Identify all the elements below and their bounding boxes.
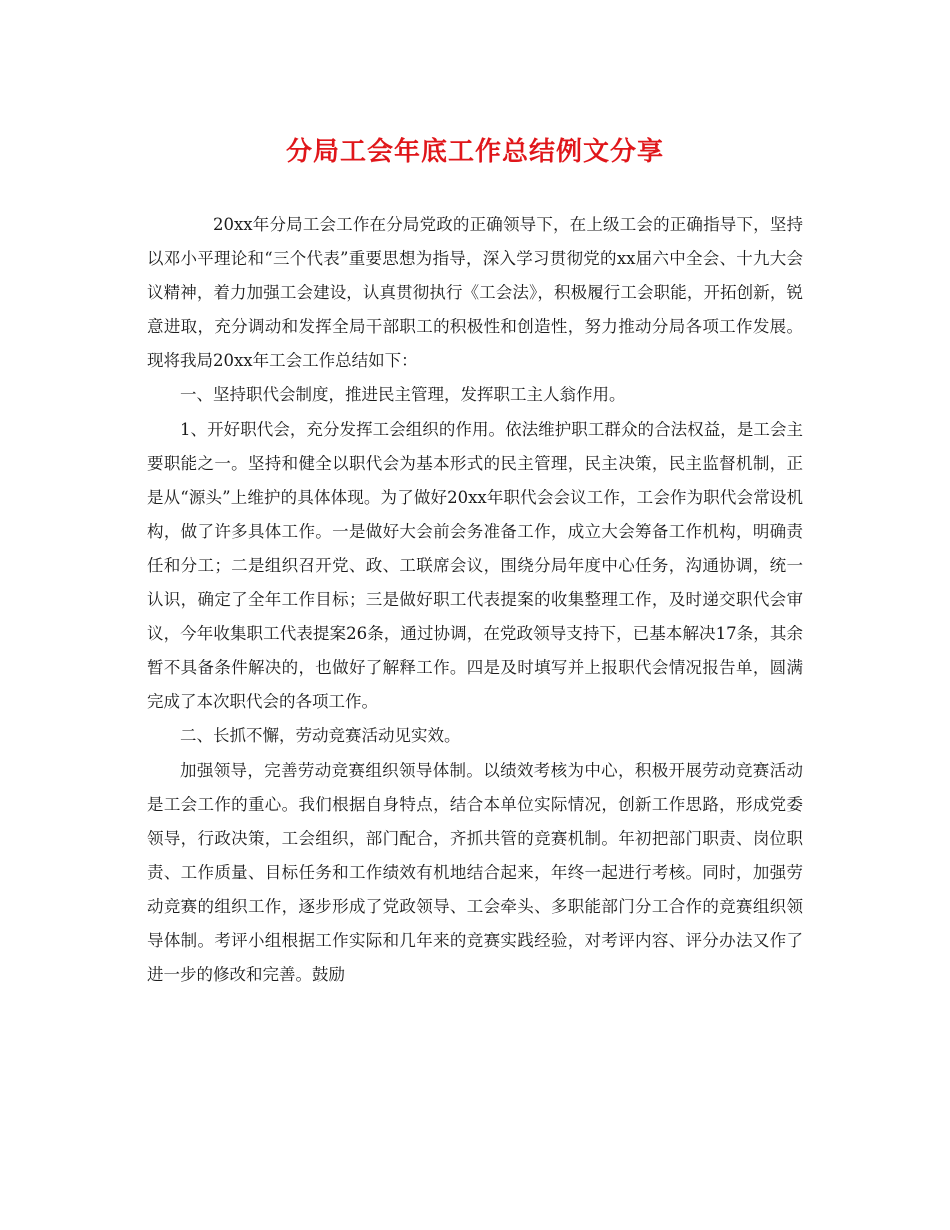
paragraph-2: 加强领导，完善劳动竞赛组织领导体制。以绩效考核为中心，积极开展劳动竞赛活动是工会工作的重心。我们根据自身特点，结合本单位实际情况，创新工作思路，形成党委领导，行政决策，工会组织，部门配合，齐抓共管的竞赛机制。年初把部门职责、岗位职责、工作质量、目标任务和工作绩效有机地结合起来，年终一起进行考核。同时，加强劳动竞赛的组织工作，逐步形成了党政领导、工会牵头、多职能部门分工合作的竞赛组织领导体制。考评小组根据工作实际和几年来的竞赛实践经验，对考评内容、评分办法又作了进一步的修改和完善。鼓励 [147,760,803,985]
paragraph-intro: 20xx年分局工会工作在分局党政的正确领导下，在上级工会的正确指导下，坚持以邓小平理论和“三个代表”重要思想为指导，深入学习贯彻党的xx届六中全会、十九大会议精神，着力加强工会建设，认真贯彻执行《工会法》，积极履行工会职能，开拓创新，锐意进取，充分调动和发挥全局干部职工的积极性和创造性，努力推动分局各项工作发展。现将我局20xx年工会工作总结如下： [147,215,803,371]
document-title: 分局工会年底工作总结例文分享 [285,137,664,167]
section-heading-2: 二、长抓不懈，劳动竞赛活动见实效。 [180,726,461,746]
paragraph-1: 1、开好职代会，充分发挥工会组织的作用。依法维护职工群众的合法权益，是工会主要职能之一。坚持和健全以职代会为基本形式的民主管理，民主决策，民主监督机制，正是从“源头”上维护的具体体现。为了做好20xx年职代会会议工作，工会作为职代会常设机构，做了许多具体工作。一是做好大会前会务准备工作，成立大会筹备工作机构，明确责任和分工；二是组织召开党、政、工联席会议，围绕分局年度中心任务，沟通协调，统一认识，确定了全年工作目标；三是做好职工代表提案的收集整理工作，及时递交职代会审议，今年收集职工代表提案26条，通过协调，在党政领导支持下，已基本解决17条，其余暂不具备条件解决的，也做好了解释工作。四是及时填写并上报职代会情况报告单，圆满完成了本次职代会的各项工作。 [147,419,803,712]
section-heading-1: 一、坚持职代会制度，推进民主管理，发挥职工主人翁作用。 [180,385,626,405]
document-body [147,208,803,992]
